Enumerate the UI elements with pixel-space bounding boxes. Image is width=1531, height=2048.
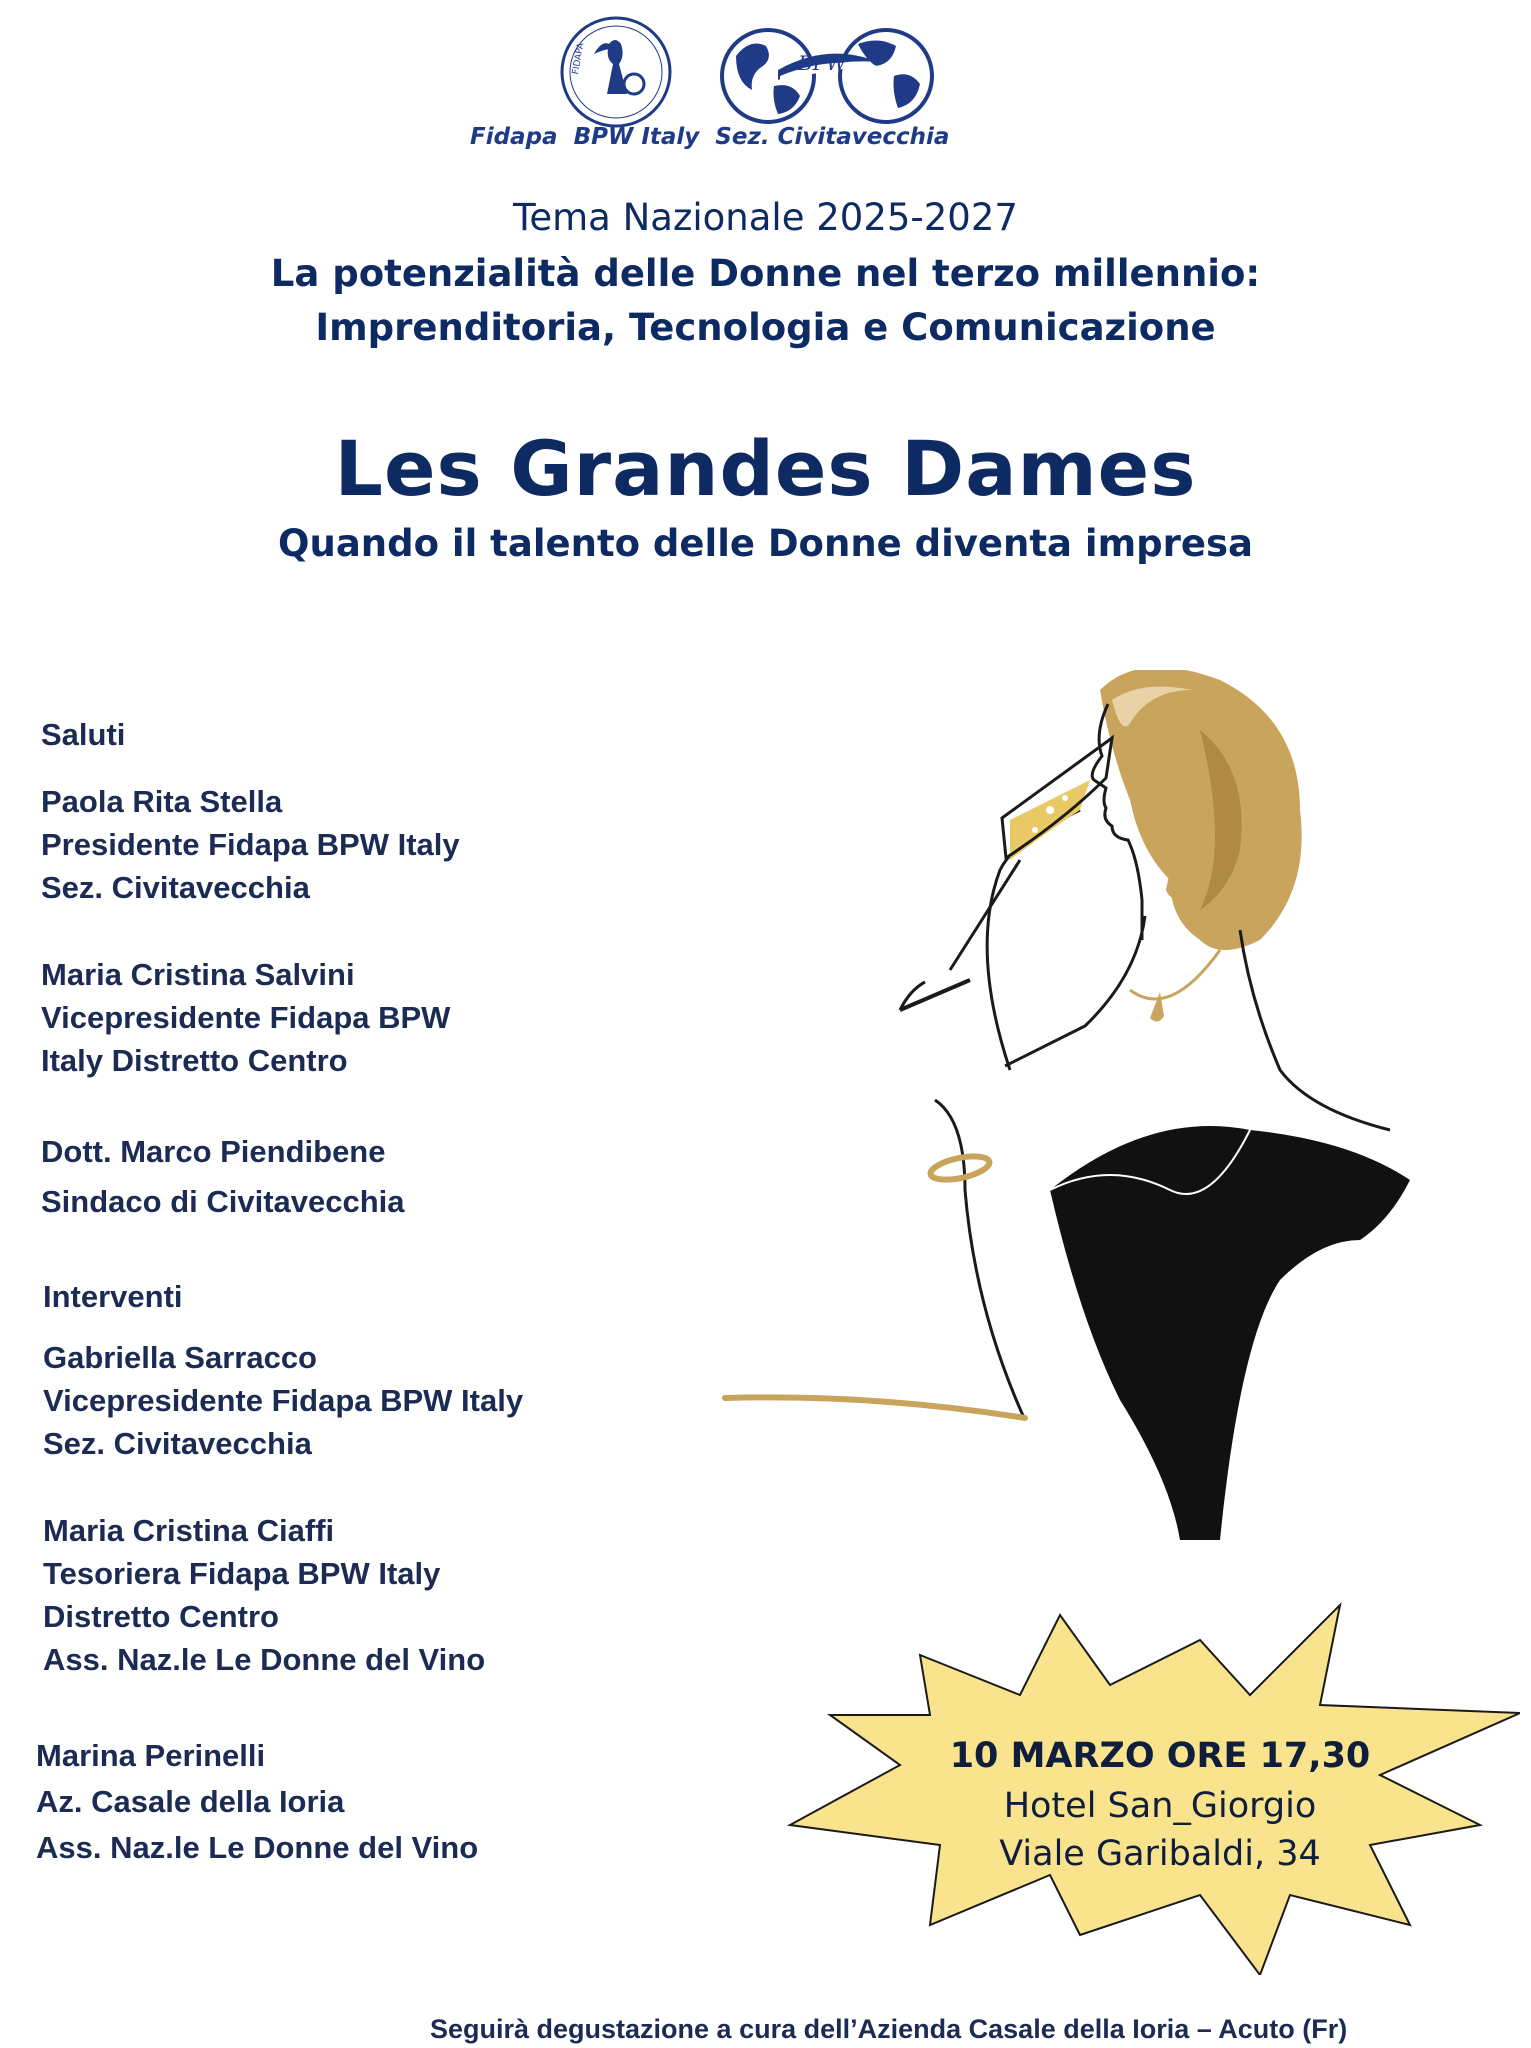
starburst-badge	[780, 1595, 1520, 1975]
speaker-role: Presidente Fidapa BPW Italy	[41, 827, 460, 862]
black-dress-icon	[1050, 1126, 1410, 1540]
org-caption: Fidapa BPW Italy Sez. Civitavecchia	[470, 124, 950, 150]
theme-line-2: La potenzialità delle Donne nel terzo millennio:	[270, 252, 1261, 295]
event-address: Viale Garibaldi, 34	[999, 1834, 1321, 1874]
interventi-heading: Interventi	[43, 1279, 183, 1314]
speaker-role: Az. Casale della Ioria	[36, 1784, 345, 1819]
speaker-role: Ass. Naz.le Le Donne del Vino	[43, 1642, 486, 1677]
speaker-role: Ass. Naz.le Le Donne del Vino	[36, 1830, 479, 1865]
champagne-glass-icon	[900, 738, 1112, 1010]
bpw-logo	[718, 26, 938, 126]
speaker-name: Paola Rita Stella	[41, 784, 283, 819]
saluti-block-1	[41, 780, 460, 909]
bracelet-icon	[929, 1152, 992, 1184]
speaker-name: Maria Cristina Salvini	[41, 957, 355, 992]
speaker-role: Sindaco di Civitavecchia	[41, 1184, 405, 1219]
speaker-role: Vicepresidente Fidapa BPW	[41, 1000, 451, 1035]
speaker-role: Sez. Civitavecchia	[43, 1426, 312, 1461]
speaker-role: Sez. Civitavecchia	[41, 870, 310, 905]
speaker-name: Gabriella Sarracco	[43, 1340, 317, 1375]
speaker-role: Tesoriera Fidapa BPW Italy	[43, 1556, 441, 1591]
event-date-time: 10 MARZO ORE 17,30	[949, 1736, 1371, 1776]
theme-line-3: Imprenditoria, Tecnologia e Comunicazione	[315, 306, 1216, 349]
saluti-block-3	[41, 1127, 405, 1227]
event-title: Les Grandes Dames	[334, 424, 1197, 513]
speaker-name: Marina Perinelli	[36, 1738, 266, 1773]
speaker-role: Vicepresidente Fidapa BPW Italy	[43, 1383, 524, 1418]
bpw-logo-letters: BPW	[798, 51, 847, 75]
event-subtitle: Quando il talento delle Donne diventa impresa	[278, 522, 1253, 565]
event-venue: Hotel San_Giorgio	[1003, 1786, 1317, 1826]
necklace-pendant-icon	[1150, 992, 1164, 1022]
saluti-block-2	[41, 953, 450, 1082]
interventi-block-2	[43, 1509, 485, 1681]
speaker-name: Maria Cristina Ciaffi	[43, 1513, 335, 1548]
interventi-block-3	[36, 1733, 478, 1871]
theme-line-1: Tema Nazionale 2025-2027	[513, 196, 1018, 239]
woman-drinking-champagne-illustration	[720, 670, 1440, 1570]
interventi-block-1	[43, 1336, 523, 1465]
speaker-role: Italy Distretto Centro	[41, 1043, 348, 1078]
footer-note: Seguirà degustazione a cura dell’Azienda Casale della Ioria – Acuto (Fr)	[430, 2014, 1348, 2044]
fidapa-logo	[554, 14, 678, 130]
speaker-name: Dott. Marco Piendibene	[41, 1134, 386, 1169]
fidapa-logo-letters: FIDAPA	[571, 42, 587, 76]
saluti-heading: Saluti	[41, 717, 126, 752]
speaker-role: Distretto Centro	[43, 1599, 279, 1634]
